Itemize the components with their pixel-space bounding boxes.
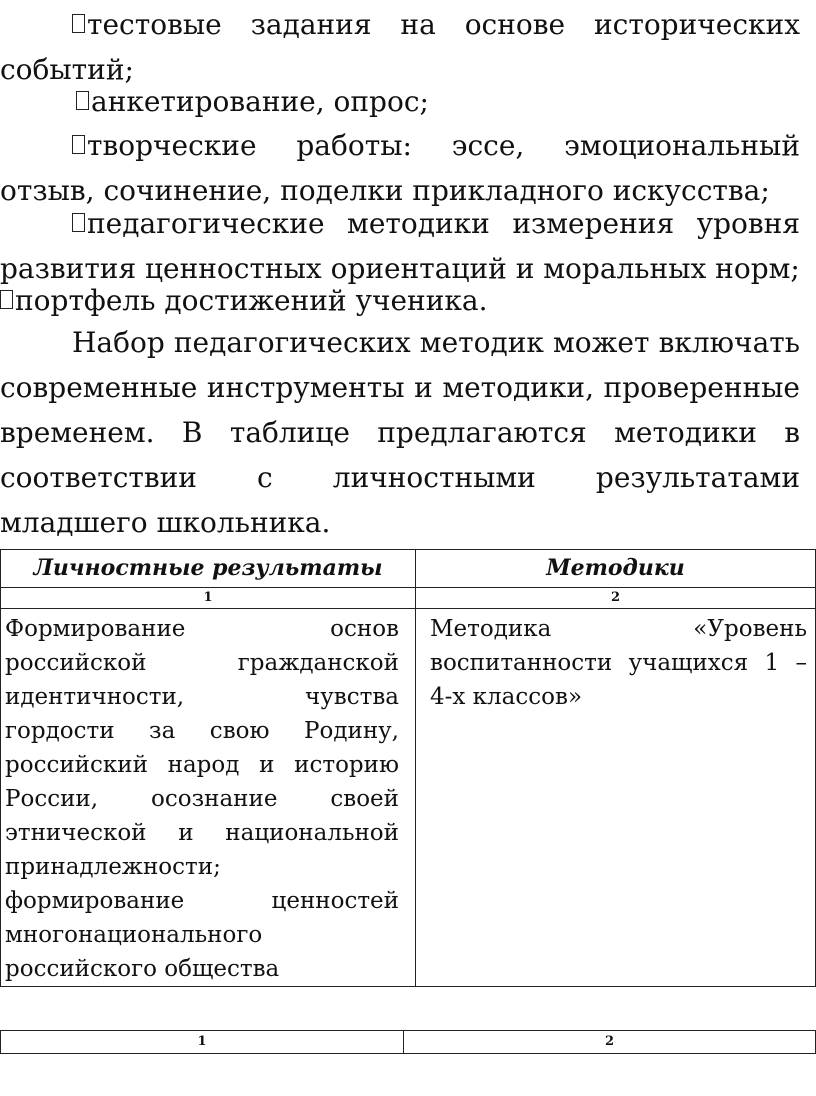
results-methods-table — [0, 549, 816, 987]
table-number-row — [1, 1031, 816, 1054]
intro-paragraph: Набор педагогических методик может включать современные инструменты и методики, проверенные временем. В таблице предлагаются методики в соответствии с личностными результатами младшего школьника. — [0, 326, 800, 539]
bullet-box-icon — [0, 290, 13, 309]
table-number-row — [1, 588, 816, 609]
column-number-1: 1 — [1, 588, 416, 609]
header-personal-results: Личностные результаты — [1, 550, 416, 588]
bullet-box-icon — [72, 135, 85, 154]
bullet-item-survey — [0, 79, 800, 124]
bullet-text: педагогические методики измерения уровня развития ценностных ориентаций и моральных норм; — [0, 207, 800, 285]
bullet-box-icon — [76, 91, 89, 110]
header-methods: Методики — [416, 550, 816, 588]
bullet-item-portfolio — [0, 278, 800, 323]
bullet-text: портфель достижений ученика. — [15, 284, 488, 317]
table-header-row — [1, 550, 816, 588]
table-row — [1, 609, 816, 987]
bullet-box-icon — [72, 213, 85, 232]
bullet-box-icon — [72, 14, 85, 33]
bullet-text: творческие работы: эссе, эмоциональный отзыв, сочинение, поделки прикладного искусства; — [0, 129, 800, 207]
column-number-2: 2 — [416, 588, 816, 609]
bullet-text: тестовые задания на основе исторических событий; — [0, 8, 800, 86]
continuation-table — [0, 1030, 816, 1054]
bullet-item-creative — [0, 123, 800, 213]
results-cell: Формирование основ российской гражданской идентичности, чувства гордости за свою Родину, российский народ и историю России, осознание своей этнической и национальной принадлежности; формирование ценностей многонационального российского общества — [1, 609, 416, 987]
column-number-1: 1 — [1, 1031, 404, 1054]
bullet-text: анкетирование, опрос; — [91, 85, 429, 118]
method-cell: Методика «Уровень воспитанности учащихся 1 – 4-х классов» — [416, 609, 816, 987]
column-number-2: 2 — [404, 1031, 816, 1054]
